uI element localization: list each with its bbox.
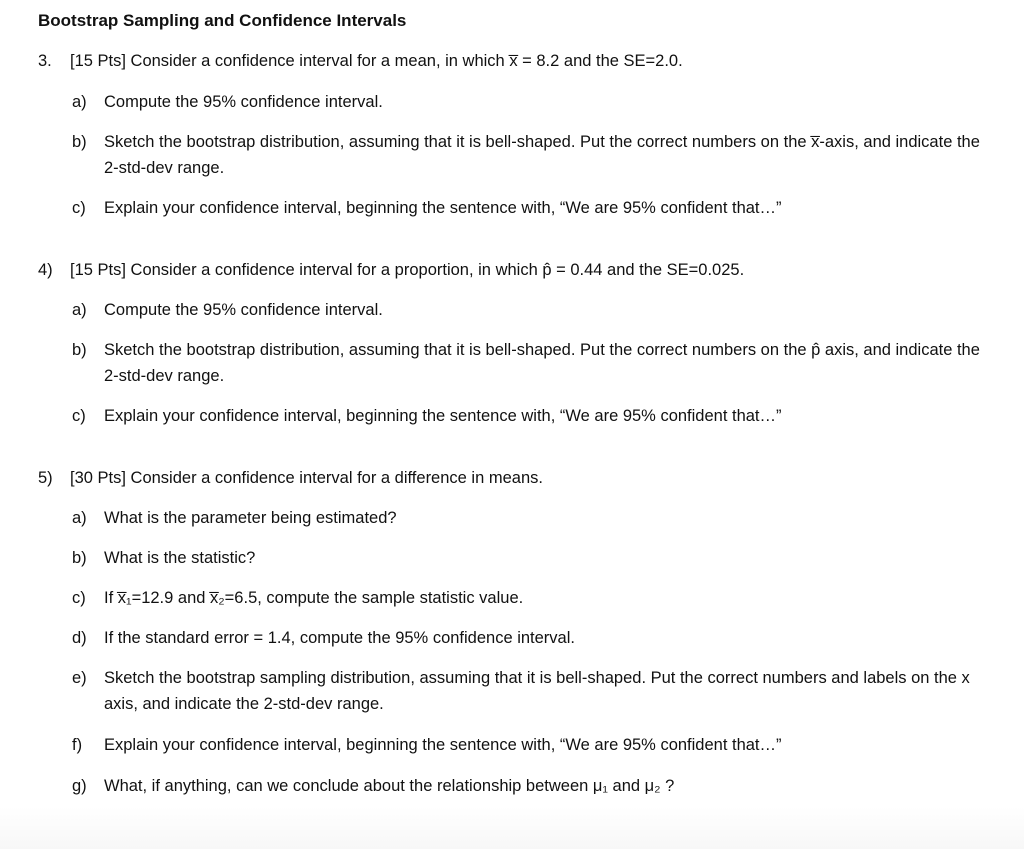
- sub-question-text: Sketch the bootstrap distribution, assuming that it is bell-shaped. Put the correct numbers on the p̂ axis, and indicate the 2-std-dev range.: [104, 341, 980, 385]
- page-bottom-shade: [0, 807, 1024, 849]
- sub-question-label: c): [72, 199, 86, 217]
- sub-question-text: Sketch the bootstrap distribution, assuming that it is bell-shaped. Put the correct numbers on the x̅-axis, and indicate the 2-std-dev range.: [104, 133, 980, 177]
- sub-question-text: What, if anything, can we conclude about the relationship between μ₁ and μ₂ ?: [104, 777, 675, 795]
- question-number: 4): [38, 261, 53, 279]
- sub-question-text: Sketch the bootstrap sampling distribution, assuming that it is bell-shaped. Put the correct numbers and labels on the x axis, and indicate the 2-std-dev range.: [104, 669, 970, 713]
- sub-question-text: Compute the 95% confidence interval.: [104, 301, 383, 319]
- sub-question-label: e): [72, 669, 87, 687]
- sub-question-label: d): [72, 629, 87, 647]
- question-number: 5): [38, 469, 53, 487]
- sub-question-text: What is the statistic?: [104, 549, 256, 567]
- sub-question-text: Explain your confidence interval, beginning the sentence with, “We are 95% confident that…”: [104, 407, 782, 425]
- sub-question-label: c): [72, 407, 86, 425]
- sub-question-label: f): [72, 736, 83, 754]
- document-title: Bootstrap Sampling and Confidence Intervals: [38, 11, 407, 30]
- sub-question-label: b): [72, 341, 87, 359]
- sub-question-label: a): [72, 301, 87, 319]
- question-text: [30 Pts] Consider a confidence interval for a difference in means.: [70, 469, 543, 487]
- question-text: [15 Pts] Consider a confidence interval for a mean, in which x̅ = 8.2 and the SE=2.0.: [70, 52, 683, 70]
- question-text: [15 Pts] Consider a confidence interval for a proportion, in which p̂ = 0.44 and the SE=0.025.: [70, 261, 745, 279]
- sub-question-text: If x̅₁=12.9 and x̅₂=6.5, compute the sample statistic value.: [104, 589, 524, 607]
- sub-question-label: a): [72, 93, 87, 111]
- sub-question-label: b): [72, 133, 87, 151]
- question-number: 3.: [38, 52, 52, 70]
- sub-question-text: What is the parameter being estimated?: [104, 509, 397, 527]
- sub-question-text: If the standard error = 1.4, compute the 95% confidence interval.: [104, 629, 575, 647]
- sub-question-label: b): [72, 549, 87, 567]
- sub-question-text: Explain your confidence interval, beginning the sentence with, “We are 95% confident that…”: [104, 736, 782, 754]
- sub-question-label: a): [72, 509, 87, 527]
- sub-question-label: g): [72, 777, 87, 795]
- sub-question-text: Explain your confidence interval, beginning the sentence with, “We are 95% confident that…”: [104, 199, 782, 217]
- sub-question-text: Compute the 95% confidence interval.: [104, 93, 383, 111]
- sub-question-label: c): [72, 589, 86, 607]
